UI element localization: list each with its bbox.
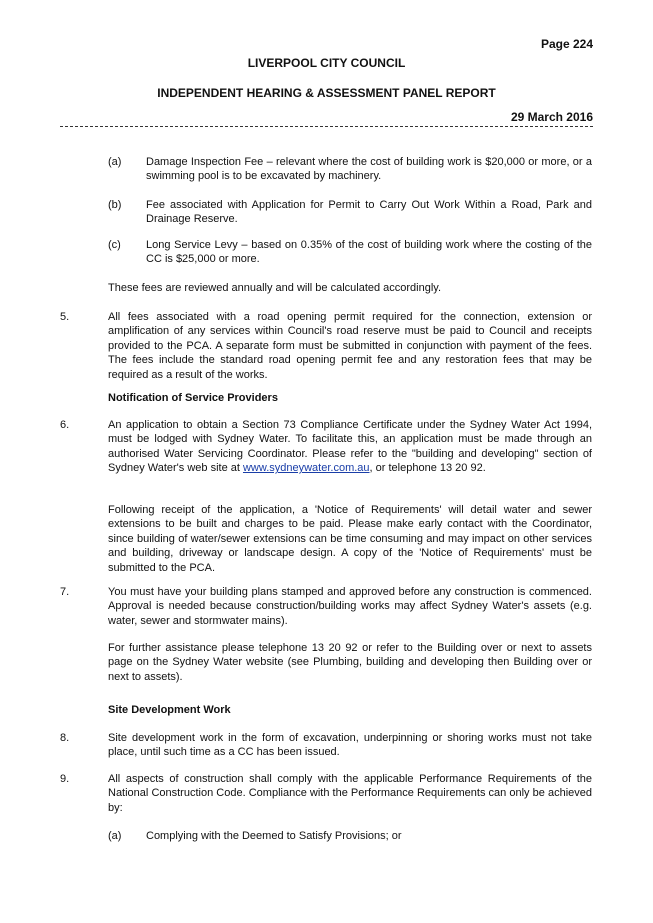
item-text-5: All fees associated with a road opening permit required for the connection, extension or amplification of any services within Council's road reserve must be paid to Council and receipts provided to the PCA. A separate form must be submitted in conjunction with payment of the fees. The fees include the standard road opening permit fee and any restoration fees that may be required as a result of the works.: [108, 311, 592, 381]
fees-note: These fees are reviewed annually and will be calculated accordingly.: [108, 282, 442, 294]
item-text-6: [108, 418, 592, 476]
item-number-6: 6.: [60, 419, 70, 431]
item-9-sub-marker-a: (a): [108, 830, 122, 842]
item-number-9: 9.: [60, 773, 70, 785]
fee-marker-b: (b): [108, 199, 122, 211]
report-date: 29 March 2016: [510, 110, 593, 124]
fee-text-b: Fee associated with Application for Permit to Carry Out Work Within a Road, Park and Drainage Reserve.: [146, 199, 592, 226]
item-number-5: 5.: [60, 311, 70, 323]
item-number-7: 7.: [60, 586, 70, 598]
fee-marker-a: (a): [108, 156, 122, 168]
item-text-7: You must have your building plans stamped and approved before any construction is commenced. Approval is needed because construction/building works may affect Sydney Water's assets (e.g. water, sewer and stormwater mains).: [108, 586, 592, 627]
heading-site-development: Site Development Work: [108, 704, 231, 716]
item-6-para-2: Following receipt of the application, a 'Notice of Requirements' will detail water and sewer extensions to be built and charges to be paid. Please make early contact with the Coordinator, since building of water/sewer extensions can be time consuming and may impact on other services and building, driveway or landscape design. A copy of the 'Notice of Requirements' must be submitted to the PCA.: [108, 504, 592, 574]
item-6-text-end: , or telephone 13 20 92.: [369, 462, 486, 475]
council-name: LIVERPOOL CITY COUNCIL: [247, 56, 406, 70]
fee-text-a: Damage Inspection Fee – relevant where the cost of building work is $20,000 or more, or a swimming pool is to be excavated by machinery.: [146, 156, 592, 183]
item-6-text-start: An application to obtain a Section 73 Compliance Certificate under the Sydney Water Act 1994, must be lodged with Sydney Water. To facilitate this, an application must be made through an authorised Water Servicing Coordinator. Please refer to the "building and developing" section of Sydney Water's web site at: [108, 419, 592, 475]
fee-marker-c: (c): [108, 239, 121, 251]
report-title: INDEPENDENT HEARING & ASSESSMENT PANEL REPORT: [157, 86, 496, 100]
heading-service-providers: Notification of Service Providers: [108, 392, 278, 404]
page-number: Page 224: [540, 37, 593, 51]
item-7-para-2: For further assistance please telephone 13 20 92 or refer to the Building over or next to assets page on the Sydney Water website (see Plumbing, building and developing then Building over or next to assets).: [108, 642, 592, 683]
sydney-water-link[interactable]: www.sydneywater.com.au: [242, 462, 370, 475]
item-number-8: 8.: [60, 732, 70, 744]
item-text-9: All aspects of construction shall comply with the applicable Performance Requirements of the National Construction Code. Compliance with the Performance Requirements can only be achieved by:: [108, 773, 592, 814]
item-9-sub-text-a: Complying with the Deemed to Satisfy Provisions; or: [146, 830, 402, 842]
item-text-8: Site development work in the form of excavation, underpinning or shoring works must not take place, until such time as a CC has been issued.: [108, 732, 592, 759]
fee-text-c: Long Service Levy – based on 0.35% of the cost of building work where the costing of the CC is $25,000 or more.: [146, 239, 592, 266]
header-divider: [60, 126, 593, 127]
